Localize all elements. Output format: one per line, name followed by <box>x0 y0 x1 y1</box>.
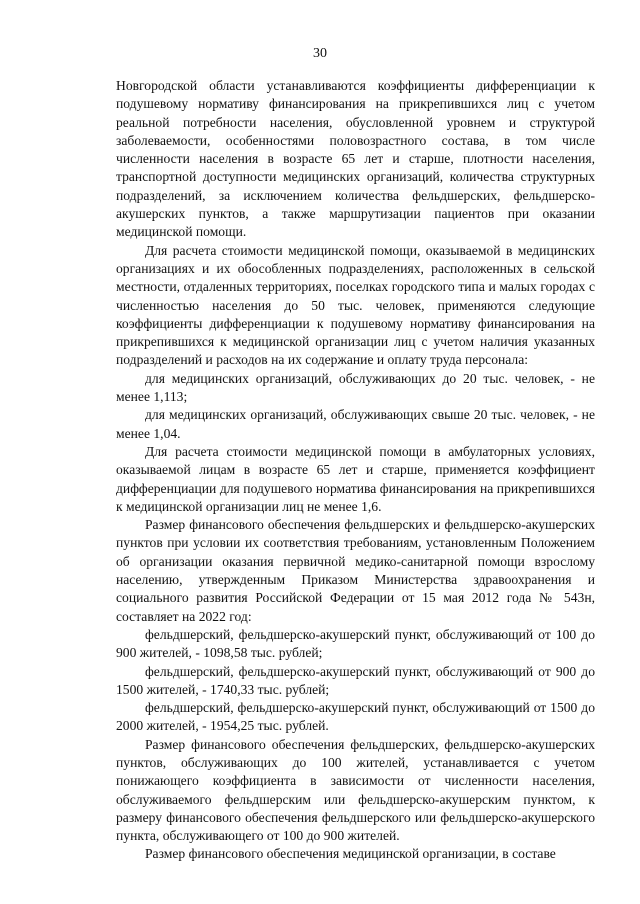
page-number: 30 <box>313 46 327 61</box>
list-item: фельдшерский, фельдшерско-акушерский пункт, обслуживающий от 100 до 900 жителей, - 1098,58 тыс. рублей; <box>116 626 595 661</box>
list-item: для медицинских организаций, обслуживающих свыше 20 тыс. человек, - не менее 1,04. <box>116 407 595 441</box>
paragraph: Размер финансового обеспечения фельдшерских, фельдшерско-акушерских пунктов, обслуживающих до 100 жителей, устанавливается с учетом понижающего коэффициента в зависимости от численности населения, обслуживаемого фельдшерским или фельдшерско-акушерским пунктом, к размеру финансового обеспечения фельдшерского или фельдшерско-акушерского пункта, обслуживающего от 100 до 900 жителей. <box>116 736 595 844</box>
list-item: для медицинских организаций, обслуживающих до 20 тыс. человек, - не менее 1,113; <box>116 370 595 405</box>
paragraph: Для расчета стоимости медицинской помощи, оказываемой в медицинских организациях и их обособленных подразделениях, расположенных в сельской местности, отдаленных территориях, поселках городского типа и малых городах с численностью населения до 50 тыс. человек, применяются следующие коэффициенты дифференциации к подушевому нормативу финансирования на прикрепившихся к медицинской организации лиц с учетом наличия указанных подразделений и расходов на их содержание и оплату труда персонала: <box>116 242 595 368</box>
paragraph: Размер финансового обеспечения медицинской организации, в составе <box>145 846 556 862</box>
paragraph: Для расчета стоимости медицинской помощи в амбулаторных условиях, оказываемой лицам в возрасте 65 лет и старше, применяется коэффициент дифференциации для подушевого норматива финансирования на прикрепившихся к медицинской организации лиц не менее 1,6. <box>116 443 595 514</box>
document-body <box>116 77 595 864</box>
list-item: фельдшерский, фельдшерско-акушерский пункт, обслуживающий от 1500 до 2000 жителей, - 1954,25 тыс. рублей. <box>116 700 595 734</box>
paragraph: Новгородской области устанавливаются коэффициенты дифференциации к подушевому нормативу финансирования на прикрепившихся лиц с учетом реальной потребности населения, обусловленной уровнем и структурой заболеваемости, особенностями половозрастного состава, в том числе численности населения в возрасте 65 лет и старше, плотности населения, транспортной доступности медицинских организаций, количества структурных подразделений, за исключением количества фельдшерских, фельдшерско-акушерских пунктов, а также маршрутизации пациентов при оказании медицинской помощи. <box>116 78 595 240</box>
list-item: фельдшерский, фельдшерско-акушерский пункт, обслуживающий от 900 до 1500 жителей, - 1740,33 тыс. рублей; <box>116 663 595 697</box>
paragraph: Размер финансового обеспечения фельдшерских и фельдшерско-акушерских пунктов при условии их соответствия требованиям, установленным Положением об организации оказания первичной медико-санитарной помощи взрослому населению, утвержденным Приказом Министерства здравоохранения и социального развития Российской Федерации от 15 мая 2012 года № 543н, составляет на 2022 год: <box>116 517 595 624</box>
